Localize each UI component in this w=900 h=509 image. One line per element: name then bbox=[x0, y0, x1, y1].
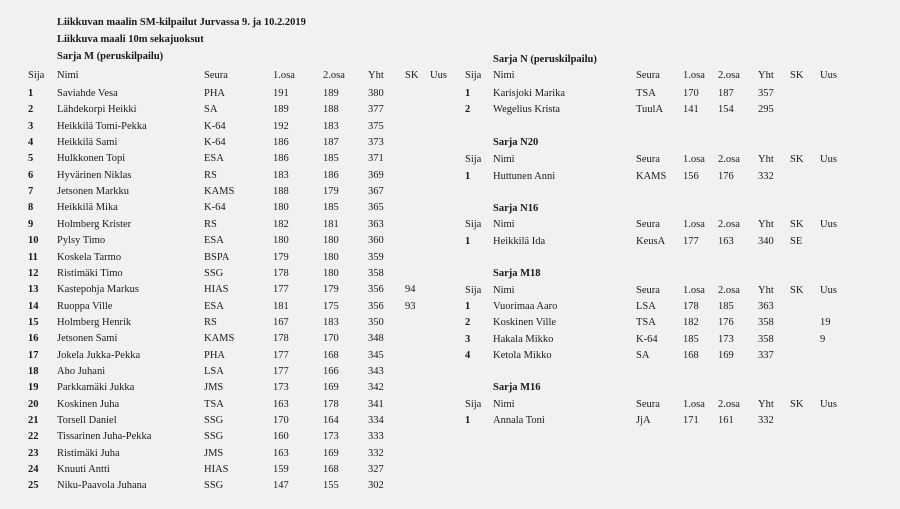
sarja-m-header-seura: Seura bbox=[204, 70, 228, 81]
sarja-n16-header-nimi: Nimi bbox=[493, 219, 515, 230]
sarja-n-header-uus: Uus bbox=[820, 70, 837, 81]
sarja-n20-header-sija: Sija bbox=[465, 154, 482, 165]
sarja-m18-row-uus: 9 bbox=[820, 333, 826, 345]
sarja-m-row-nimi: Hyvärinen Niklas bbox=[57, 169, 132, 181]
sarja-m-row-osa2: 173 bbox=[323, 431, 339, 443]
sarja-m-row-osa2: 178 bbox=[323, 398, 339, 410]
sarja-m18-row-yht: 358 bbox=[758, 333, 774, 345]
sarja-m-row-nimi: Hulkkonen Topi bbox=[57, 153, 126, 165]
sarja-m-row-yht: 358 bbox=[368, 267, 384, 279]
sarja-m-row-osa2: 170 bbox=[323, 333, 339, 345]
sarja-m-row-osa1: 182 bbox=[273, 218, 289, 230]
sarja-m-row-nimi: Ristimäki Juha bbox=[57, 447, 120, 459]
sarja-m-row-seura: RS bbox=[204, 218, 217, 230]
sarja-n20-header-osa2: 2.osa bbox=[718, 154, 740, 165]
sarja-m-row-sija: 16 bbox=[28, 333, 39, 345]
sarja-m16-row-yht: 332 bbox=[758, 415, 774, 426]
sarja-n-row-osa2: 187 bbox=[718, 88, 734, 99]
sarja-m18-row-seura: K-64 bbox=[636, 333, 658, 345]
sarja-m-row-seura: SSG bbox=[204, 480, 224, 492]
sarja-m-row-sija: 7 bbox=[28, 186, 34, 198]
sarja-m18-row-sija: 3 bbox=[465, 333, 471, 345]
sarja-m-row-yht: 367 bbox=[368, 186, 384, 198]
sarja-m-row-osa2: 169 bbox=[323, 447, 339, 459]
sarja-m-row-seura: KAMS bbox=[204, 333, 235, 345]
sarja-m18-row-sija: 4 bbox=[465, 349, 471, 361]
sarja-m18-row-osa1: 178 bbox=[683, 301, 699, 312]
sarja-n20-title: Sarja N20 bbox=[493, 137, 539, 148]
sarja-n16-header-sija: Sija bbox=[465, 219, 482, 230]
sarja-m18-row-uus: 19 bbox=[820, 317, 831, 329]
sarja-n20-row-nimi: Huttunen Anni bbox=[493, 171, 556, 182]
sarja-m-row-sija: 11 bbox=[28, 251, 38, 263]
sarja-n-row-osa2: 154 bbox=[718, 104, 734, 116]
sarja-m-row-yht: 348 bbox=[368, 333, 384, 345]
sarja-m-header-osa2: 2.osa bbox=[323, 70, 345, 81]
sarja-m-row-osa1: 183 bbox=[273, 169, 289, 181]
sarja-m16-header-seura: Seura bbox=[636, 399, 660, 410]
sarja-m-row-yht: 365 bbox=[368, 202, 384, 214]
sarja-m18-row-seura: LSA bbox=[636, 301, 656, 312]
sarja-m16-row-nimi: Annala Toni bbox=[493, 415, 545, 426]
sarja-n16-title: Sarja N16 bbox=[493, 203, 539, 214]
sarja-m-row-sija: 25 bbox=[28, 480, 39, 492]
document-title: Liikkuvan maalin SM-kilpailut Jurvassa 9. ja 10.2.2019 bbox=[57, 17, 306, 28]
sarja-m-row-sija: 17 bbox=[28, 349, 39, 361]
sarja-m-row-nimi: Holmberg Krister bbox=[57, 218, 132, 230]
sarja-m-row-nimi: Koskinen Juha bbox=[57, 398, 120, 410]
sarja-n-header-osa1: 1.osa bbox=[683, 70, 705, 81]
sarja-n-header-sija: Sija bbox=[465, 70, 482, 81]
sarja-n16-row-sk: SE bbox=[790, 236, 803, 247]
sarja-m-row-seura: ESA bbox=[204, 300, 224, 312]
sarja-m18-header-uus: Uus bbox=[820, 285, 837, 296]
sarja-m-row-osa2: 185 bbox=[323, 202, 339, 214]
sarja-m-row-seura: HIAS bbox=[204, 464, 229, 476]
sarja-m-row-sija: 2 bbox=[28, 104, 34, 116]
sarja-m-row-nimi: Lähdekorpi Heikki bbox=[57, 104, 137, 116]
sarja-m18-row-sija: 1 bbox=[465, 301, 471, 312]
sarja-m-row-seura: JMS bbox=[204, 382, 224, 394]
sarja-m-row-osa2: 183 bbox=[323, 120, 339, 132]
sarja-m-row-yht: 380 bbox=[368, 88, 384, 99]
sarja-m-row-seura: RS bbox=[204, 169, 217, 181]
sarja-m-row-sija: 6 bbox=[28, 169, 34, 181]
sarja-m-row-nimi: Holmberg Henrik bbox=[57, 316, 132, 328]
sarja-n-header-sk: SK bbox=[790, 70, 804, 81]
sarja-m-row-sija: 24 bbox=[28, 464, 39, 476]
sarja-m16-header-uus: Uus bbox=[820, 399, 837, 410]
sarja-n16-row-seura: KeusA bbox=[636, 236, 666, 247]
sarja-m16-header-nimi: Nimi bbox=[493, 399, 515, 410]
sarja-m-row-yht: 327 bbox=[368, 464, 384, 476]
sarja-m-row-seura: K-64 bbox=[204, 120, 226, 132]
sarja-m-row-osa2: 187 bbox=[323, 137, 339, 149]
sarja-m-row-sija: 10 bbox=[28, 235, 39, 247]
sarja-m16-header-sija: Sija bbox=[465, 399, 482, 410]
sarja-m-row-yht: 359 bbox=[368, 251, 384, 263]
sarja-m-row-sija: 19 bbox=[28, 382, 39, 394]
sarja-m18-row-yht: 358 bbox=[758, 317, 774, 329]
sarja-m16-row-sija: 1 bbox=[465, 415, 471, 426]
sarja-m-row-osa2: 183 bbox=[323, 316, 339, 328]
sarja-n16-header-uus: Uus bbox=[820, 219, 837, 230]
sarja-m-row-nimi: Tissarinen Juha-Pekka bbox=[57, 431, 152, 443]
sarja-n-row-seura: TuulA bbox=[636, 104, 664, 116]
sarja-m18-row-nimi: Koskinen Ville bbox=[493, 317, 557, 329]
sarja-m-row-seura: SSG bbox=[204, 415, 224, 426]
sarja-m-row-nimi: Knuuti Antti bbox=[57, 464, 110, 476]
sarja-n16-header-sk: SK bbox=[790, 219, 804, 230]
sarja-n-header-nimi: Nimi bbox=[493, 70, 515, 81]
sarja-m-row-osa1: 189 bbox=[273, 104, 289, 116]
sarja-m-row-sija: 14 bbox=[28, 300, 39, 312]
sarja-m-row-osa2: 180 bbox=[323, 251, 339, 263]
sarja-m-row-osa2: 180 bbox=[323, 235, 339, 247]
sarja-m-row-sija: 12 bbox=[28, 267, 39, 279]
sarja-n16-row-yht: 340 bbox=[758, 236, 774, 247]
sarja-n-row-osa1: 141 bbox=[683, 104, 699, 116]
sarja-m-row-nimi: Saviahde Vesa bbox=[57, 88, 118, 99]
sarja-m-row-osa1: 179 bbox=[273, 251, 289, 263]
sarja-m18-row-osa1: 168 bbox=[683, 349, 699, 361]
sarja-m18-row-sija: 2 bbox=[465, 317, 471, 329]
sarja-n16-row-nimi: Heikkilä Ida bbox=[493, 236, 546, 247]
sarja-m-header-osa1: 1.osa bbox=[273, 70, 295, 81]
sarja-m18-header-sija: Sija bbox=[465, 285, 482, 296]
sarja-m-row-yht: 333 bbox=[368, 431, 384, 443]
sarja-m-row-nimi: Ristimäki Timo bbox=[57, 267, 123, 279]
sarja-m-row-nimi: Heikkilä Mika bbox=[57, 202, 118, 214]
sarja-m-row-yht: 341 bbox=[368, 398, 384, 410]
sarja-n20-row-osa1: 156 bbox=[683, 171, 699, 182]
sarja-m-row-nimi: Koskela Tarmo bbox=[57, 251, 122, 263]
sarja-n20-row-osa2: 176 bbox=[718, 171, 734, 182]
sarja-m-row-nimi: Jokela Jukka-Pekka bbox=[57, 349, 141, 361]
sarja-m-row-seura: KAMS bbox=[204, 186, 235, 198]
sarja-m-row-osa1: 180 bbox=[273, 202, 289, 214]
sarja-m-row-osa1: 163 bbox=[273, 447, 289, 459]
sarja-m-row-sija: 9 bbox=[28, 218, 34, 230]
sarja-m-row-osa2: 169 bbox=[323, 382, 339, 394]
sarja-m-row-osa1: 170 bbox=[273, 415, 289, 426]
sarja-m-row-nimi: Torsell Daniel bbox=[57, 415, 117, 426]
sarja-n-header-yht: Yht bbox=[758, 70, 774, 81]
sarja-n20-row-yht: 332 bbox=[758, 171, 774, 182]
sarja-m-header-sija: Sija bbox=[28, 70, 45, 81]
sarja-n-header-seura: Seura bbox=[636, 70, 660, 81]
sarja-m-row-nimi: Parkkamäki Jukka bbox=[57, 382, 135, 394]
sarja-m-row-yht: 371 bbox=[368, 153, 384, 165]
sarja-n-row-osa1: 170 bbox=[683, 88, 699, 99]
sarja-m-row-yht: 332 bbox=[368, 447, 384, 459]
sarja-m16-title: Sarja M16 bbox=[493, 382, 541, 393]
sarja-m-row-osa1: 180 bbox=[273, 235, 289, 247]
sarja-m-row-seura: K-64 bbox=[204, 137, 226, 149]
sarja-m-row-nimi: Ruoppa Ville bbox=[57, 300, 113, 312]
sarja-m-row-yht: 363 bbox=[368, 218, 384, 230]
sarja-n16-row-osa2: 163 bbox=[718, 236, 734, 247]
sarja-m-row-osa2: 166 bbox=[323, 365, 339, 377]
sarja-m-row-sija: 13 bbox=[28, 284, 39, 296]
sarja-m-row-osa1: 188 bbox=[273, 186, 289, 198]
sarja-m-row-osa2: 168 bbox=[323, 464, 339, 476]
sarja-m-row-osa1: 191 bbox=[273, 88, 289, 99]
sarja-n20-header-nimi: Nimi bbox=[493, 154, 515, 165]
sarja-m18-row-osa2: 173 bbox=[718, 333, 734, 345]
sarja-m-row-sija: 18 bbox=[28, 365, 39, 377]
sarja-n16-row-sija: 1 bbox=[465, 236, 471, 247]
sarja-m-row-yht: 343 bbox=[368, 365, 384, 377]
sarja-n20-header-seura: Seura bbox=[636, 154, 660, 165]
sarja-m-row-yht: 369 bbox=[368, 169, 384, 181]
sarja-m18-row-nimi: Vuorimaa Aaro bbox=[493, 301, 558, 312]
sarja-m16-header-osa2: 2.osa bbox=[718, 399, 740, 410]
sarja-m-row-osa1: 181 bbox=[273, 300, 289, 312]
sarja-n20-header-sk: SK bbox=[790, 154, 804, 165]
sarja-m-row-osa1: 177 bbox=[273, 284, 289, 296]
sarja-n16-header-osa2: 2.osa bbox=[718, 219, 740, 230]
sarja-n20-header-osa1: 1.osa bbox=[683, 154, 705, 165]
sarja-n16-header-seura: Seura bbox=[636, 219, 660, 230]
sarja-m-row-nimi: Heikkilä Tomi-Pekka bbox=[57, 120, 147, 132]
sarja-m-header-uus: Uus bbox=[430, 70, 447, 81]
sarja-n-row-seura: TSA bbox=[636, 88, 656, 99]
sarja-m18-row-seura: SA bbox=[636, 349, 650, 361]
sarja-m-row-osa2: 168 bbox=[323, 349, 339, 361]
sarja-m18-header-seura: Seura bbox=[636, 285, 660, 296]
sarja-m18-row-osa1: 182 bbox=[683, 317, 699, 329]
sarja-m16-row-osa1: 171 bbox=[683, 415, 699, 426]
sarja-m18-header-sk: SK bbox=[790, 285, 804, 296]
sarja-n20-row-seura: KAMS bbox=[636, 171, 667, 182]
sarja-m18-row-yht: 337 bbox=[758, 349, 774, 361]
sarja-m-row-osa2: 179 bbox=[323, 284, 339, 296]
sarja-m-row-osa1: 173 bbox=[273, 382, 289, 394]
sarja-m-row-sija: 22 bbox=[28, 431, 39, 443]
sarja-m-row-sija: 4 bbox=[28, 137, 34, 149]
sarja-m-row-osa2: 179 bbox=[323, 186, 339, 198]
sarja-m16-header-osa1: 1.osa bbox=[683, 399, 705, 410]
sarja-m-row-osa2: 186 bbox=[323, 169, 339, 181]
sarja-m18-header-yht: Yht bbox=[758, 285, 774, 296]
sarja-m-row-osa1: 160 bbox=[273, 431, 289, 443]
sarja-m-row-sija: 21 bbox=[28, 415, 39, 426]
sarja-m-row-seura: RS bbox=[204, 316, 217, 328]
sarja-m-row-seura: TSA bbox=[204, 398, 224, 410]
sarja-m-row-osa1: 192 bbox=[273, 120, 289, 132]
sarja-m-row-seura: SSG bbox=[204, 431, 224, 443]
sarja-m-row-osa1: 186 bbox=[273, 153, 289, 165]
sarja-m-row-osa1: 177 bbox=[273, 365, 289, 377]
sarja-m16-header-yht: Yht bbox=[758, 399, 774, 410]
sarja-m18-row-osa2: 185 bbox=[718, 301, 734, 312]
sarja-m-row-yht: 375 bbox=[368, 120, 384, 132]
sarja-m-row-yht: 356 bbox=[368, 300, 384, 312]
sarja-m-header-sk: SK bbox=[405, 70, 419, 81]
sarja-m-row-nimi: Jetsonen Sami bbox=[57, 333, 118, 345]
sarja-m-row-osa1: 163 bbox=[273, 398, 289, 410]
sarja-m-row-seura: SSG bbox=[204, 267, 224, 279]
sarja-m-row-yht: 360 bbox=[368, 235, 384, 247]
sarja-m-row-nimi: Aho Juhani bbox=[57, 365, 106, 377]
sarja-m-row-osa2: 164 bbox=[323, 415, 339, 426]
sarja-m-row-osa1: 167 bbox=[273, 316, 289, 328]
sarja-m-row-osa2: 180 bbox=[323, 267, 339, 279]
sarja-m-row-seura: HIAS bbox=[204, 284, 229, 296]
sarja-m-row-osa2: 175 bbox=[323, 300, 339, 312]
sarja-m-row-seura: JMS bbox=[204, 447, 224, 459]
sarja-m-row-sija: 23 bbox=[28, 447, 39, 459]
sarja-m-row-osa1: 178 bbox=[273, 333, 289, 345]
sarja-m-row-osa1: 147 bbox=[273, 480, 289, 492]
sarja-m-row-osa1: 177 bbox=[273, 349, 289, 361]
sarja-m-row-sija: 20 bbox=[28, 398, 39, 410]
sarja-m-row-osa1: 178 bbox=[273, 267, 289, 279]
sarja-m-row-osa2: 155 bbox=[323, 480, 339, 492]
sarja-m-row-nimi: Jetsonen Markku bbox=[57, 186, 130, 198]
sarja-m-row-sija: 5 bbox=[28, 153, 34, 165]
sarja-m-row-seura: PHA bbox=[204, 349, 226, 361]
sarja-n-row-sija: 2 bbox=[465, 104, 471, 116]
sarja-m16-header-sk: SK bbox=[790, 399, 804, 410]
sarja-n-title: Sarja N (peruskilpailu) bbox=[493, 54, 597, 65]
sarja-m18-row-nimi: Ketola Mikko bbox=[493, 349, 552, 361]
sarja-m18-header-nimi: Nimi bbox=[493, 285, 515, 296]
sarja-n-header-osa2: 2.osa bbox=[718, 70, 740, 81]
sarja-m-row-osa2: 185 bbox=[323, 153, 339, 165]
sarja-m-row-yht: 334 bbox=[368, 415, 384, 426]
sarja-m18-row-osa2: 176 bbox=[718, 317, 734, 329]
sarja-m-row-seura: LSA bbox=[204, 365, 224, 377]
sarja-m-row-yht: 345 bbox=[368, 349, 384, 361]
sarja-m-row-osa1: 186 bbox=[273, 137, 289, 149]
sarja-m16-row-osa2: 161 bbox=[718, 415, 734, 426]
sarja-m-row-osa1: 159 bbox=[273, 464, 289, 476]
sarja-m18-header-osa1: 1.osa bbox=[683, 285, 705, 296]
sarja-m-row-yht: 377 bbox=[368, 104, 384, 116]
sarja-m-row-sija: 3 bbox=[28, 120, 34, 132]
sarja-m16-row-seura: JjA bbox=[636, 415, 651, 426]
sarja-m-row-nimi: Heikkilä Sami bbox=[57, 137, 118, 149]
sarja-m18-row-yht: 363 bbox=[758, 301, 774, 312]
sarja-n20-header-uus: Uus bbox=[820, 154, 837, 165]
sarja-m-row-seura: ESA bbox=[204, 235, 224, 247]
sarja-m-row-sk: 93 bbox=[405, 300, 416, 312]
sarja-m-row-nimi: Niku-Paavola Juhana bbox=[57, 480, 147, 492]
sarja-m-row-nimi: Pylsy Timo bbox=[57, 235, 106, 247]
sarja-m-row-seura: K-64 bbox=[204, 202, 226, 214]
sarja-n-row-nimi: Wegelius Krista bbox=[493, 104, 561, 116]
document-subtitle: Liikkuva maali 10m sekajuoksut bbox=[57, 34, 204, 45]
sarja-m-row-sija: 15 bbox=[28, 316, 39, 328]
sarja-m-row-osa2: 189 bbox=[323, 88, 339, 99]
sarja-n20-row-sija: 1 bbox=[465, 171, 471, 182]
sarja-n16-header-osa1: 1.osa bbox=[683, 219, 705, 230]
sarja-n-row-sija: 1 bbox=[465, 88, 471, 99]
sarja-m18-row-osa1: 185 bbox=[683, 333, 699, 345]
sarja-m-row-yht: 350 bbox=[368, 316, 384, 328]
sarja-n16-header-yht: Yht bbox=[758, 219, 774, 230]
sarja-m18-row-seura: TSA bbox=[636, 317, 656, 329]
sarja-m18-header-osa2: 2.osa bbox=[718, 285, 740, 296]
sarja-m-row-yht: 342 bbox=[368, 382, 384, 394]
sarja-m18-row-osa2: 169 bbox=[718, 349, 734, 361]
sarja-m-row-seura: ESA bbox=[204, 153, 224, 165]
sarja-m-row-yht: 356 bbox=[368, 284, 384, 296]
sarja-m-row-osa2: 188 bbox=[323, 104, 339, 116]
sarja-m-row-yht: 373 bbox=[368, 137, 384, 149]
sarja-n-row-nimi: Karisjoki Marika bbox=[493, 88, 566, 99]
sarja-m-row-osa2: 181 bbox=[323, 218, 339, 230]
sarja-m-row-sija: 1 bbox=[28, 88, 34, 99]
sarja-m18-title: Sarja M18 bbox=[493, 268, 541, 279]
sarja-n-row-yht: 295 bbox=[758, 104, 774, 116]
sarja-m-header-yht: Yht bbox=[368, 70, 384, 81]
sarja-m-row-nimi: Kastepohja Markus bbox=[57, 284, 139, 296]
sarja-m-row-seura: BSPA bbox=[204, 251, 230, 263]
sarja-n20-header-yht: Yht bbox=[758, 154, 774, 165]
sarja-n16-row-osa1: 177 bbox=[683, 236, 699, 247]
sarja-m-row-yht: 302 bbox=[368, 480, 384, 492]
sarja-m-header-nimi: Nimi bbox=[57, 70, 79, 81]
sarja-m-row-seura: SA bbox=[204, 104, 218, 116]
sarja-m-title: Sarja M (peruskilpailu) bbox=[57, 51, 164, 62]
sarja-m18-row-nimi: Hakala Mikko bbox=[493, 333, 554, 345]
sarja-m-row-seura: PHA bbox=[204, 88, 226, 99]
sarja-n-row-yht: 357 bbox=[758, 88, 774, 99]
sarja-m-row-sk: 94 bbox=[405, 284, 416, 296]
sarja-m-row-sija: 8 bbox=[28, 202, 34, 214]
